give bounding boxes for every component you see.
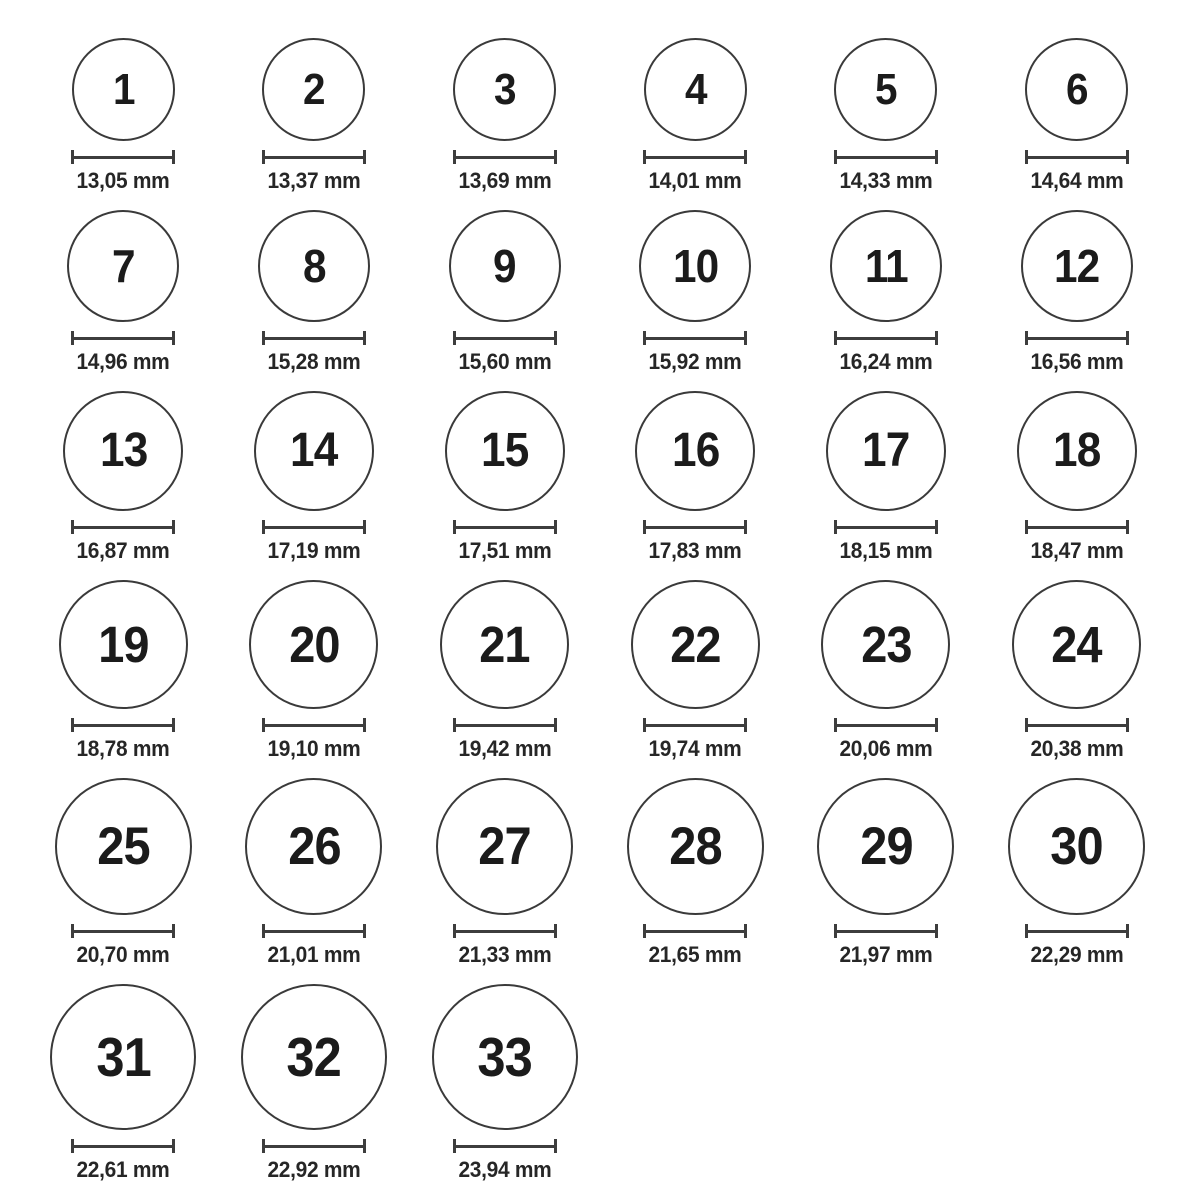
diameter-label: 18,15 mm — [839, 538, 933, 563]
diameter-line — [453, 1139, 557, 1153]
ring-number: 1 — [112, 64, 135, 114]
ring-size-item — [241, 984, 387, 1183]
tick-right — [554, 520, 557, 534]
tick-right — [935, 718, 938, 732]
ring-size-item — [440, 580, 569, 762]
ring-size-row — [28, 210, 1172, 375]
ring-size-item — [1012, 580, 1141, 762]
tick-right — [363, 150, 366, 164]
ring-number: 2 — [303, 64, 325, 114]
diameter-line — [71, 1139, 175, 1153]
diameter-label: 20,38 mm — [1030, 736, 1124, 761]
ring-number: 15 — [481, 424, 529, 477]
ring-size-item — [1025, 38, 1129, 194]
diameter-line — [834, 331, 938, 345]
ring-number: 23 — [860, 616, 912, 673]
line-bar — [265, 337, 363, 340]
diameter-line — [262, 924, 366, 938]
diameter-label: 20,06 mm — [839, 736, 933, 761]
diameter-line — [834, 520, 938, 534]
diameter-line — [1025, 331, 1129, 345]
line-bar — [265, 156, 363, 159]
tick-right — [1126, 924, 1129, 938]
ring-circle — [1025, 38, 1128, 141]
ring-number: 22 — [670, 616, 721, 673]
diameter-label: 23,94 mm — [458, 1157, 552, 1182]
ring-number: 4 — [684, 64, 707, 114]
ring-size-item — [631, 580, 760, 762]
ring-number: 24 — [1051, 616, 1102, 673]
ring-number: 8 — [302, 240, 326, 292]
diameter-label: 15,60 mm — [458, 349, 552, 374]
ring-number: 26 — [287, 817, 341, 876]
ring-circle — [445, 391, 565, 511]
diameter-line — [453, 331, 557, 345]
line-bar — [837, 337, 935, 340]
tick-right — [363, 718, 366, 732]
line-bar — [456, 1145, 554, 1148]
line-bar — [265, 526, 363, 529]
line-bar — [265, 1145, 363, 1148]
tick-right — [1126, 520, 1129, 534]
line-bar — [1028, 724, 1126, 727]
ring-size-item — [639, 210, 751, 375]
ring-circle — [453, 38, 556, 141]
tick-right — [744, 520, 747, 534]
diameter-label: 21,97 mm — [839, 942, 933, 967]
ring-size-item — [635, 391, 755, 564]
diameter-line — [262, 718, 366, 732]
tick-right — [172, 1139, 175, 1153]
ring-circle — [249, 580, 378, 709]
ring-circle — [245, 778, 382, 915]
ring-number: 31 — [96, 1025, 151, 1088]
diameter-label: 14,64 mm — [1030, 168, 1124, 193]
ring-size-item — [249, 580, 378, 762]
line-bar — [74, 526, 172, 529]
ring-size-item — [1008, 778, 1145, 968]
ring-size-item — [50, 984, 196, 1183]
tick-right — [744, 150, 747, 164]
ring-size-item — [627, 778, 764, 968]
tick-right — [363, 1139, 366, 1153]
diameter-label: 22,61 mm — [76, 1157, 170, 1182]
ring-number: 19 — [98, 616, 149, 673]
line-bar — [265, 724, 363, 727]
ring-size-row — [28, 984, 1172, 1183]
ring-number: 6 — [1065, 64, 1088, 114]
diameter-label: 18,78 mm — [76, 736, 170, 761]
line-bar — [74, 930, 172, 933]
ring-circle — [1017, 391, 1137, 511]
tick-right — [1126, 150, 1129, 164]
tick-right — [744, 331, 747, 345]
ring-number: 18 — [1053, 424, 1101, 477]
ring-size-item — [262, 38, 366, 194]
ring-circle — [440, 580, 569, 709]
tick-right — [554, 718, 557, 732]
diameter-line — [1025, 520, 1129, 534]
tick-right — [1126, 331, 1129, 345]
line-bar — [1028, 337, 1126, 340]
tick-right — [363, 924, 366, 938]
diameter-label: 14,01 mm — [648, 168, 742, 193]
tick-right — [172, 520, 175, 534]
ring-number: 21 — [479, 616, 530, 673]
tick-right — [744, 924, 747, 938]
diameter-line — [643, 924, 747, 938]
ring-number: 17 — [862, 424, 910, 477]
ring-size-item — [1017, 391, 1137, 564]
diameter-label: 14,33 mm — [839, 168, 933, 193]
line-bar — [1028, 526, 1126, 529]
diameter-label: 21,01 mm — [267, 942, 361, 967]
diameter-label: 17,51 mm — [458, 538, 552, 563]
diameter-label: 15,28 mm — [267, 349, 361, 374]
ring-size-item — [67, 210, 179, 375]
tick-right — [935, 520, 938, 534]
ring-number: 5 — [875, 64, 897, 114]
diameter-line — [453, 924, 557, 938]
ring-number: 3 — [493, 64, 516, 114]
line-bar — [456, 526, 554, 529]
diameter-line — [71, 924, 175, 938]
line-bar — [646, 526, 744, 529]
diameter-line — [834, 150, 938, 164]
line-bar — [456, 724, 554, 727]
ring-circle — [67, 210, 179, 322]
ring-circle — [432, 984, 578, 1130]
line-bar — [837, 526, 935, 529]
diameter-line — [453, 150, 557, 164]
diameter-label: 17,83 mm — [648, 538, 742, 563]
diameter-label: 22,92 mm — [267, 1157, 361, 1182]
line-bar — [74, 724, 172, 727]
tick-right — [935, 331, 938, 345]
diameter-label: 16,87 mm — [76, 538, 170, 563]
tick-right — [935, 924, 938, 938]
ring-circle — [644, 38, 747, 141]
diameter-line — [643, 150, 747, 164]
diameter-label: 21,65 mm — [648, 942, 742, 967]
tick-right — [363, 520, 366, 534]
ring-size-row — [28, 38, 1172, 194]
ring-number: 14 — [290, 424, 338, 477]
ring-size-item — [258, 210, 370, 375]
ring-circle — [635, 391, 755, 511]
ring-circle — [830, 210, 942, 322]
ring-size-item — [821, 580, 950, 762]
ring-size-item — [71, 38, 175, 194]
diameter-line — [834, 718, 938, 732]
ring-circle — [63, 391, 183, 511]
diameter-label: 21,33 mm — [458, 942, 552, 967]
ring-size-item — [453, 38, 557, 194]
line-bar — [646, 337, 744, 340]
ring-size-row — [28, 391, 1172, 564]
ring-number: 25 — [97, 817, 150, 876]
diameter-label: 19,74 mm — [648, 736, 742, 761]
ring-circle — [627, 778, 764, 915]
tick-right — [554, 150, 557, 164]
tick-right — [554, 924, 557, 938]
ring-number: 16 — [671, 424, 719, 477]
ring-size-item — [1021, 210, 1133, 375]
ring-size-row — [28, 580, 1172, 762]
ring-size-item — [245, 778, 382, 968]
diameter-line — [71, 331, 175, 345]
ring-circle — [50, 984, 196, 1130]
ring-size-item — [834, 38, 938, 194]
line-bar — [456, 930, 554, 933]
ring-size-item — [643, 38, 747, 194]
line-bar — [646, 930, 744, 933]
ring-number: 29 — [859, 817, 913, 876]
diameter-line — [643, 520, 747, 534]
diameter-line — [71, 520, 175, 534]
ring-number: 30 — [1050, 817, 1103, 876]
diameter-label: 13,37 mm — [267, 168, 361, 193]
ring-circle — [821, 580, 950, 709]
diameter-line — [1025, 924, 1129, 938]
line-bar — [456, 156, 554, 159]
diameter-label: 19,42 mm — [458, 736, 552, 761]
ring-number: 9 — [493, 240, 516, 292]
ring-number: 28 — [669, 817, 722, 876]
ring-circle — [449, 210, 561, 322]
diameter-line — [1025, 150, 1129, 164]
line-bar — [74, 337, 172, 340]
ring-size-item — [436, 778, 573, 968]
diameter-label: 15,92 mm — [648, 349, 742, 374]
ring-number: 12 — [1054, 240, 1100, 292]
ring-circle — [1008, 778, 1145, 915]
diameter-line — [453, 520, 557, 534]
ring-circle — [258, 210, 370, 322]
line-bar — [1028, 156, 1126, 159]
ring-circle — [826, 391, 946, 511]
ring-size-item — [445, 391, 565, 564]
tick-right — [172, 150, 175, 164]
line-bar — [456, 337, 554, 340]
diameter-label: 13,69 mm — [458, 168, 552, 193]
ring-size-row — [28, 778, 1172, 968]
tick-right — [1126, 718, 1129, 732]
diameter-label: 18,47 mm — [1030, 538, 1124, 563]
ring-circle — [817, 778, 954, 915]
diameter-line — [643, 718, 747, 732]
tick-right — [172, 718, 175, 732]
ring-number: 11 — [864, 240, 908, 292]
line-bar — [646, 724, 744, 727]
ring-circle — [436, 778, 573, 915]
diameter-line — [262, 331, 366, 345]
ring-size-item — [59, 580, 188, 762]
ring-size-item — [432, 984, 578, 1183]
ring-circle — [631, 580, 760, 709]
ring-size-item — [254, 391, 374, 564]
line-bar — [74, 1145, 172, 1148]
ring-number: 7 — [112, 240, 135, 292]
line-bar — [265, 930, 363, 933]
ring-circle — [72, 38, 175, 141]
ring-size-item — [55, 778, 192, 968]
diameter-label: 16,56 mm — [1030, 349, 1124, 374]
diameter-label: 14,96 mm — [76, 349, 170, 374]
diameter-label: 13,05 mm — [76, 168, 170, 193]
diameter-label: 16,24 mm — [839, 349, 933, 374]
diameter-line — [262, 150, 366, 164]
line-bar — [74, 156, 172, 159]
diameter-label: 19,10 mm — [267, 736, 361, 761]
ring-circle — [262, 38, 365, 141]
diameter-label: 17,19 mm — [267, 538, 361, 563]
ring-number: 10 — [672, 240, 718, 292]
line-bar — [837, 724, 935, 727]
ring-size-item — [63, 391, 183, 564]
ring-number: 13 — [99, 424, 147, 477]
diameter-line — [453, 718, 557, 732]
tick-right — [554, 331, 557, 345]
tick-right — [554, 1139, 557, 1153]
line-bar — [1028, 930, 1126, 933]
ring-number: 32 — [286, 1025, 342, 1088]
ring-size-item — [830, 210, 942, 375]
ring-circle — [639, 210, 751, 322]
ring-size-item — [449, 210, 561, 375]
ring-circle — [834, 38, 937, 141]
diameter-label: 20,70 mm — [76, 942, 170, 967]
ring-size-item — [817, 778, 954, 968]
diameter-line — [71, 718, 175, 732]
ring-number: 20 — [288, 616, 340, 673]
line-bar — [837, 930, 935, 933]
tick-right — [172, 924, 175, 938]
ring-size-item — [826, 391, 946, 564]
line-bar — [837, 156, 935, 159]
ring-circle — [254, 391, 374, 511]
diameter-label: 22,29 mm — [1030, 942, 1124, 967]
ring-number: 27 — [478, 817, 531, 876]
tick-right — [935, 150, 938, 164]
ring-number: 33 — [477, 1025, 532, 1088]
diameter-line — [71, 150, 175, 164]
ring-circle — [55, 778, 192, 915]
ring-circle — [1012, 580, 1141, 709]
line-bar — [646, 156, 744, 159]
diameter-line — [262, 520, 366, 534]
diameter-line — [1025, 718, 1129, 732]
diameter-line — [262, 1139, 366, 1153]
diameter-line — [834, 924, 938, 938]
ring-circle — [59, 580, 188, 709]
diameter-line — [643, 331, 747, 345]
tick-right — [363, 331, 366, 345]
ring-circle — [241, 984, 387, 1130]
tick-right — [172, 331, 175, 345]
ring-circle — [1021, 210, 1133, 322]
tick-right — [744, 718, 747, 732]
